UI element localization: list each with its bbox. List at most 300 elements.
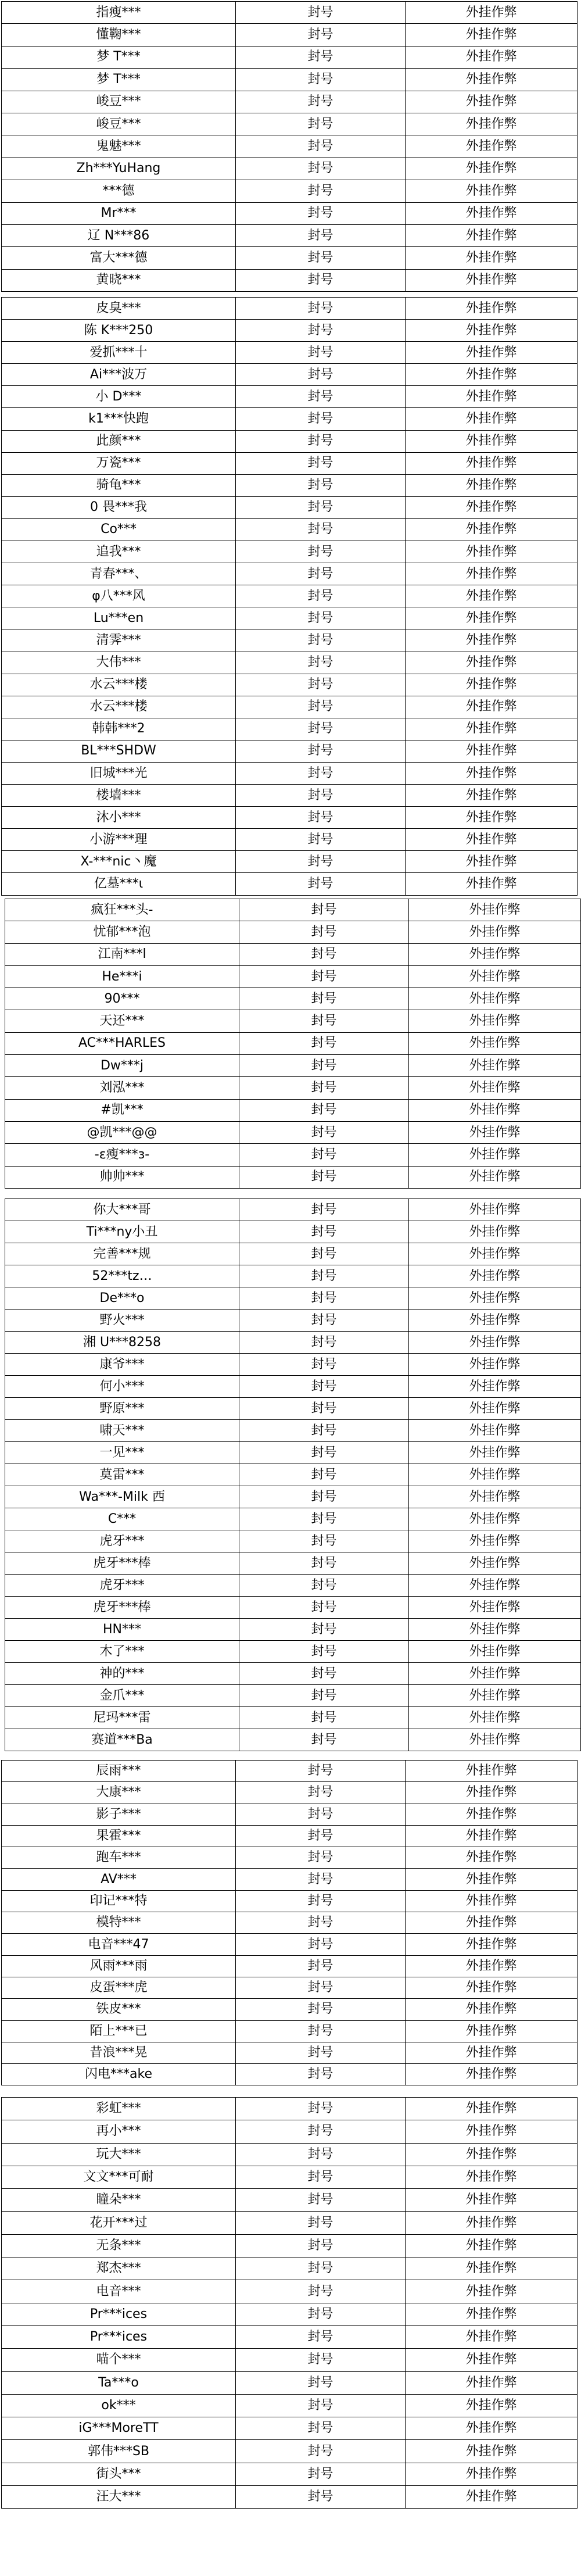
table-row [5, 1077, 581, 1099]
table-row [2, 269, 578, 291]
reason-cell: 外挂作弊 [406, 873, 578, 895]
table-row [2, 46, 578, 68]
penalty-cell: 封号 [239, 1099, 409, 1121]
penalty-cell: 封号 [236, 652, 406, 674]
player-name-cell: 沐小*** [2, 807, 236, 829]
penalty-cell: 封号 [236, 2463, 406, 2485]
player-name-cell: 风雨***雨 [2, 1955, 236, 1977]
table-row [5, 1619, 581, 1641]
player-name-cell: 野原*** [5, 1398, 239, 1420]
reason-cell: 外挂作弊 [409, 1287, 581, 1310]
player-name-cell: He***i [5, 965, 239, 988]
reason-cell: 外挂作弊 [406, 408, 578, 430]
penalty-cell: 封号 [236, 1804, 406, 1825]
penalty-cell: 封号 [236, 563, 406, 585]
penalty-cell: 封号 [236, 2440, 406, 2463]
penalty-cell: 封号 [236, 180, 406, 202]
player-name-cell: 追我*** [2, 541, 236, 563]
reason-cell: 外挂作弊 [409, 1398, 581, 1420]
player-name-cell: 印记***特 [2, 1890, 236, 1912]
table-row [5, 1552, 581, 1575]
penalty-cell: 封号 [236, 269, 406, 291]
table-row [2, 2440, 578, 2463]
player-name-cell: 黄晓*** [2, 269, 236, 291]
reason-cell: 外挂作弊 [406, 2280, 578, 2303]
table-row [2, 2303, 578, 2325]
reason-cell: 外挂作弊 [406, 135, 578, 158]
reason-cell: 外挂作弊 [406, 740, 578, 762]
reason-cell: 外挂作弊 [406, 46, 578, 68]
reason-cell: 外挂作弊 [406, 1912, 578, 1934]
reason-cell: 外挂作弊 [409, 988, 581, 1010]
reason-cell: 外挂作弊 [406, 807, 578, 829]
penalty-cell: 封号 [239, 1464, 409, 1486]
reason-cell: 外挂作弊 [406, 342, 578, 364]
table-row [5, 1575, 581, 1597]
table-row [5, 1420, 581, 1442]
penalty-cell: 封号 [236, 1977, 406, 1998]
penalty-cell: 封号 [236, 829, 406, 851]
reason-cell: 外挂作弊 [406, 1761, 578, 1782]
table-row [2, 1890, 578, 1912]
table-row [2, 785, 578, 807]
penalty-cell: 封号 [236, 247, 406, 269]
reason-cell: 外挂作弊 [406, 2020, 578, 2042]
player-name-cell: 喵个*** [2, 2349, 236, 2371]
reason-cell: 外挂作弊 [406, 224, 578, 246]
penalty-cell: 封号 [239, 1243, 409, 1265]
penalty-cell: 封号 [236, 2349, 406, 2371]
player-name-cell: 富大***德 [2, 247, 236, 269]
reason-cell: 外挂作弊 [406, 180, 578, 202]
penalty-cell: 封号 [236, 2, 406, 24]
penalty-cell: 封号 [239, 1010, 409, 1032]
table-row [2, 320, 578, 342]
penalty-cell: 封号 [236, 740, 406, 762]
reason-cell: 外挂作弊 [406, 1825, 578, 1847]
player-name-cell: 懂鞠*** [2, 24, 236, 46]
reason-cell: 外挂作弊 [406, 2325, 578, 2348]
table-row [2, 1847, 578, 1869]
player-name-cell: 木了*** [5, 1641, 239, 1663]
player-name-cell: 峻豆*** [2, 91, 236, 113]
reason-cell: 外挂作弊 [406, 452, 578, 474]
player-name-cell: 虎牙***棒 [5, 1552, 239, 1575]
reason-cell: 外挂作弊 [406, 496, 578, 518]
ban-table-segment [1, 2097, 578, 2509]
penalty-cell: 封号 [239, 1265, 409, 1287]
penalty-cell: 封号 [236, 807, 406, 829]
player-name-cell: 皮臭*** [2, 298, 236, 320]
player-name-cell: 水云***楼 [2, 696, 236, 718]
reason-cell: 外挂作弊 [406, 1782, 578, 1804]
reason-cell: 外挂作弊 [409, 1032, 581, 1054]
player-name-cell: 旧城***光 [2, 762, 236, 784]
reason-cell: 外挂作弊 [409, 1729, 581, 1751]
reason-cell: 外挂作弊 [406, 1890, 578, 1912]
table-row [5, 1354, 581, 1376]
table-row [5, 1099, 581, 1121]
player-name-cell: 水云***楼 [2, 674, 236, 696]
penalty-cell: 封号 [236, 135, 406, 158]
table-row [2, 873, 578, 895]
reason-cell: 外挂作弊 [406, 2417, 578, 2440]
table-row [5, 1442, 581, 1464]
reason-cell: 外挂作弊 [406, 69, 578, 91]
table-row [2, 518, 578, 541]
penalty-cell: 封号 [236, 674, 406, 696]
table-row [5, 1663, 581, 1685]
table-row [2, 1761, 578, 1782]
player-name-cell: 花开***过 [2, 2212, 236, 2234]
player-name-cell: 辽 N***86 [2, 224, 236, 246]
player-name-cell: 小 D*** [2, 386, 236, 408]
player-name-cell: 瞳朵*** [2, 2189, 236, 2212]
player-name-cell: 虎牙***棒 [5, 1597, 239, 1619]
table-row [2, 2257, 578, 2280]
reason-cell: 外挂作弊 [406, 1847, 578, 1869]
player-name-cell: 跑车*** [2, 1847, 236, 1869]
penalty-cell: 封号 [236, 386, 406, 408]
ban-table [1, 1, 578, 292]
ban-table [1, 2097, 578, 2509]
table-row [2, 496, 578, 518]
player-name-cell: 此颜*** [2, 430, 236, 452]
table-row [2, 2486, 578, 2509]
player-name-cell: Co*** [2, 518, 236, 541]
ban-table-segment [5, 899, 581, 1189]
player-name-cell: 文文***可耐 [2, 2166, 236, 2188]
penalty-cell: 封号 [239, 1508, 409, 1530]
reason-cell: 外挂作弊 [409, 1144, 581, 1166]
table-row [5, 1121, 581, 1143]
player-name-cell: 梦 T*** [2, 69, 236, 91]
table-row [2, 1955, 578, 1977]
penalty-cell: 封号 [236, 2257, 406, 2280]
player-name-cell: 万瓷*** [2, 452, 236, 474]
penalty-cell: 封号 [236, 1955, 406, 1977]
player-name-cell: Ta***o [2, 2371, 236, 2394]
table-row [2, 247, 578, 269]
player-name-cell: Ai***波万 [2, 364, 236, 386]
player-name-cell: 康爷*** [5, 1354, 239, 1376]
table-row [2, 364, 578, 386]
penalty-cell: 封号 [236, 46, 406, 68]
reason-cell: 外挂作弊 [409, 1575, 581, 1597]
table-row [2, 2325, 578, 2348]
reason-cell: 外挂作弊 [406, 91, 578, 113]
penalty-cell: 封号 [239, 1641, 409, 1663]
player-name-cell: 铁皮*** [2, 1999, 236, 2020]
ban-table-segment [1, 297, 578, 896]
penalty-cell: 封号 [239, 1575, 409, 1597]
table-row [2, 2098, 578, 2120]
reason-cell: 外挂作弊 [406, 563, 578, 585]
penalty-cell: 封号 [236, 1934, 406, 1955]
player-name-cell: 指瘦*** [2, 2, 236, 24]
table-row [2, 2394, 578, 2417]
table-row [2, 2234, 578, 2257]
player-name-cell: 你大***哥 [5, 1199, 239, 1221]
penalty-cell: 封号 [236, 1999, 406, 2020]
player-name-cell: Lu***en [2, 607, 236, 629]
table-row [2, 2280, 578, 2303]
reason-cell: 外挂作弊 [406, 430, 578, 452]
table-row [5, 1707, 581, 1729]
player-name-cell: 郭伟***SB [2, 2440, 236, 2463]
player-name-cell: 虎牙*** [5, 1575, 239, 1597]
table-row [2, 1869, 578, 1890]
penalty-cell: 封号 [236, 2325, 406, 2348]
penalty-cell: 封号 [239, 1685, 409, 1707]
player-name-cell: 完善***规 [5, 1243, 239, 1265]
player-name-cell: 昔浪***晃 [2, 2042, 236, 2063]
penalty-cell: 封号 [236, 2166, 406, 2188]
player-name-cell: 骑龟*** [2, 474, 236, 496]
table-row [2, 386, 578, 408]
table-row [5, 1464, 581, 1486]
reason-cell: 外挂作弊 [409, 1552, 581, 1575]
table-row [5, 1055, 581, 1077]
table-row [2, 2042, 578, 2063]
table-row [5, 1729, 581, 1751]
reason-cell: 外挂作弊 [406, 24, 578, 46]
reason-cell: 外挂作弊 [409, 1597, 581, 1619]
reason-cell: 外挂作弊 [406, 1999, 578, 2020]
penalty-cell: 封号 [236, 2303, 406, 2325]
table-row [2, 1977, 578, 1998]
penalty-cell: 封号 [239, 1077, 409, 1099]
reason-cell: 外挂作弊 [406, 2166, 578, 2188]
reason-cell: 外挂作弊 [409, 1508, 581, 1530]
penalty-cell: 封号 [239, 988, 409, 1010]
reason-cell: 外挂作弊 [406, 269, 578, 291]
reason-cell: 外挂作弊 [406, 2257, 578, 2280]
player-name-cell: 清霁*** [2, 629, 236, 652]
player-name-cell: Pr***ices [2, 2303, 236, 2325]
player-name-cell: 天还*** [5, 1010, 239, 1032]
table-row [2, 674, 578, 696]
table-row [2, 585, 578, 607]
player-name-cell: 峻豆*** [2, 113, 236, 135]
penalty-cell: 封号 [236, 320, 406, 342]
reason-cell: 外挂作弊 [406, 2371, 578, 2394]
penalty-cell: 封号 [236, 2212, 406, 2234]
penalty-cell: 封号 [236, 298, 406, 320]
reason-cell: 外挂作弊 [406, 851, 578, 873]
reason-cell: 外挂作弊 [406, 202, 578, 224]
penalty-cell: 封号 [236, 2042, 406, 2063]
reason-cell: 外挂作弊 [409, 1010, 581, 1032]
penalty-cell: 封号 [236, 2234, 406, 2257]
ban-table [1, 297, 578, 896]
penalty-cell: 封号 [236, 91, 406, 113]
penalty-cell: 封号 [236, 518, 406, 541]
table-row [2, 762, 578, 784]
penalty-cell: 封号 [236, 202, 406, 224]
penalty-cell: 封号 [236, 2098, 406, 2120]
penalty-cell: 封号 [236, 1782, 406, 1804]
reason-cell: 外挂作弊 [409, 1707, 581, 1729]
penalty-cell: 封号 [236, 2486, 406, 2509]
penalty-cell: 封号 [236, 69, 406, 91]
penalty-cell: 封号 [236, 696, 406, 718]
reason-cell: 外挂作弊 [409, 1420, 581, 1442]
table-row [2, 1912, 578, 1934]
table-row [2, 2189, 578, 2212]
penalty-cell: 封号 [239, 1121, 409, 1143]
table-row [2, 24, 578, 46]
table-row [5, 965, 581, 988]
player-name-cell: 小游***理 [2, 829, 236, 851]
table-row [5, 1032, 581, 1054]
table-row [2, 430, 578, 452]
table-row [2, 408, 578, 430]
penalty-cell: 封号 [236, 2064, 406, 2085]
reason-cell: 外挂作弊 [409, 1199, 581, 1221]
penalty-cell: 封号 [236, 2371, 406, 2394]
player-name-cell: 影子*** [2, 1804, 236, 1825]
player-name-cell: De***o [5, 1287, 239, 1310]
reason-cell: 外挂作弊 [409, 921, 581, 943]
player-name-cell: 汪大*** [2, 2486, 236, 2509]
table-row [2, 2143, 578, 2166]
penalty-cell: 封号 [236, 585, 406, 607]
reason-cell: 外挂作弊 [406, 2303, 578, 2325]
player-name-cell: 赛道***Ba [5, 1729, 239, 1751]
reason-cell: 外挂作弊 [409, 1619, 581, 1641]
table-row [5, 1641, 581, 1663]
reason-cell: 外挂作弊 [406, 2440, 578, 2463]
reason-cell: 外挂作弊 [406, 718, 578, 740]
table-row [5, 1398, 581, 1420]
penalty-cell: 封号 [236, 2417, 406, 2440]
penalty-cell: 封号 [239, 1420, 409, 1442]
table-row [2, 91, 578, 113]
reason-cell: 外挂作弊 [406, 2143, 578, 2166]
penalty-cell: 封号 [239, 1310, 409, 1332]
player-name-cell: 模特*** [2, 1912, 236, 1934]
player-name-cell: #凯*** [5, 1099, 239, 1121]
table-row [5, 1221, 581, 1243]
table-row [5, 1010, 581, 1032]
penalty-cell: 封号 [239, 1663, 409, 1685]
reason-cell: 外挂作弊 [406, 247, 578, 269]
player-name-cell: 辰雨*** [2, 1761, 236, 1782]
reason-cell: 外挂作弊 [406, 2234, 578, 2257]
penalty-cell: 封号 [239, 921, 409, 943]
player-name-cell: 金爪*** [5, 1685, 239, 1707]
player-name-cell: 神的*** [5, 1663, 239, 1685]
penalty-cell: 封号 [236, 496, 406, 518]
table-row [5, 1243, 581, 1265]
player-name-cell: Pr***ices [2, 2325, 236, 2348]
penalty-cell: 封号 [236, 1912, 406, 1934]
table-row [2, 298, 578, 320]
reason-cell: 外挂作弊 [409, 1121, 581, 1143]
penalty-cell: 封号 [236, 2143, 406, 2166]
table-row [2, 1825, 578, 1847]
player-name-cell: 无条*** [2, 2234, 236, 2257]
reason-cell: 外挂作弊 [406, 364, 578, 386]
reason-cell: 外挂作弊 [406, 2, 578, 24]
table-row [2, 2212, 578, 2234]
table-row [2, 652, 578, 674]
player-name-cell: HN*** [5, 1619, 239, 1641]
reason-cell: 外挂作弊 [406, 674, 578, 696]
table-row [5, 1265, 581, 1287]
table-row [5, 1597, 581, 1619]
reason-cell: 外挂作弊 [406, 1955, 578, 1977]
penalty-cell: 封号 [236, 762, 406, 784]
table-row [2, 629, 578, 652]
table-row [2, 474, 578, 496]
reason-cell: 外挂作弊 [406, 298, 578, 320]
reason-cell: 外挂作弊 [406, 2042, 578, 2063]
penalty-cell: 封号 [236, 408, 406, 430]
penalty-cell: 封号 [239, 1199, 409, 1221]
table-row [5, 1310, 581, 1332]
table-row [2, 2120, 578, 2143]
reason-cell: 外挂作弊 [406, 696, 578, 718]
reason-cell: 外挂作弊 [409, 943, 581, 965]
player-name-cell: 0 畏***我 [2, 496, 236, 518]
penalty-cell: 封号 [236, 718, 406, 740]
reason-cell: 外挂作弊 [406, 1977, 578, 1998]
table-row [2, 740, 578, 762]
reason-cell: 外挂作弊 [409, 1332, 581, 1354]
reason-cell: 外挂作弊 [406, 629, 578, 652]
penalty-cell: 封号 [236, 24, 406, 46]
penalty-cell: 封号 [236, 1869, 406, 1890]
ban-table [5, 899, 581, 1189]
player-name-cell: 鬼魅*** [2, 135, 236, 158]
reason-cell: 外挂作弊 [406, 585, 578, 607]
penalty-cell: 封号 [236, 342, 406, 364]
player-name-cell: 大伟*** [2, 652, 236, 674]
player-name-cell: 刘泓*** [5, 1077, 239, 1099]
reason-cell: 外挂作弊 [406, 762, 578, 784]
player-name-cell: 90*** [5, 988, 239, 1010]
penalty-cell: 封号 [236, 1761, 406, 1782]
player-name-cell: 爱抓***十 [2, 342, 236, 364]
player-name-cell: ok*** [2, 2394, 236, 2417]
player-name-cell: Mr*** [2, 202, 236, 224]
reason-cell: 外挂作弊 [409, 1442, 581, 1464]
penalty-cell: 封号 [236, 452, 406, 474]
player-name-cell: @凯***@@ [5, 1121, 239, 1143]
table-row [2, 224, 578, 246]
player-name-cell: 亿墓***ι [2, 873, 236, 895]
table-row [2, 2064, 578, 2085]
reason-cell: 外挂作弊 [406, 2098, 578, 2120]
player-name-cell: AV*** [2, 1869, 236, 1890]
table-row [5, 921, 581, 943]
reason-cell: 外挂作弊 [409, 1486, 581, 1508]
player-name-cell: Zh***YuHang [2, 158, 236, 180]
penalty-cell: 封号 [236, 851, 406, 873]
player-name-cell: 啸天*** [5, 1420, 239, 1442]
reason-cell: 外挂作弊 [409, 1641, 581, 1663]
penalty-cell: 封号 [239, 899, 409, 921]
reason-cell: 外挂作弊 [409, 965, 581, 988]
player-name-cell: 楼墙*** [2, 785, 236, 807]
reason-cell: 外挂作弊 [406, 607, 578, 629]
reason-cell: 外挂作弊 [406, 2486, 578, 2509]
player-name-cell: 电音***47 [2, 1934, 236, 1955]
player-name-cell: 再小*** [2, 2120, 236, 2143]
player-name-cell: 虎牙*** [5, 1530, 239, 1552]
